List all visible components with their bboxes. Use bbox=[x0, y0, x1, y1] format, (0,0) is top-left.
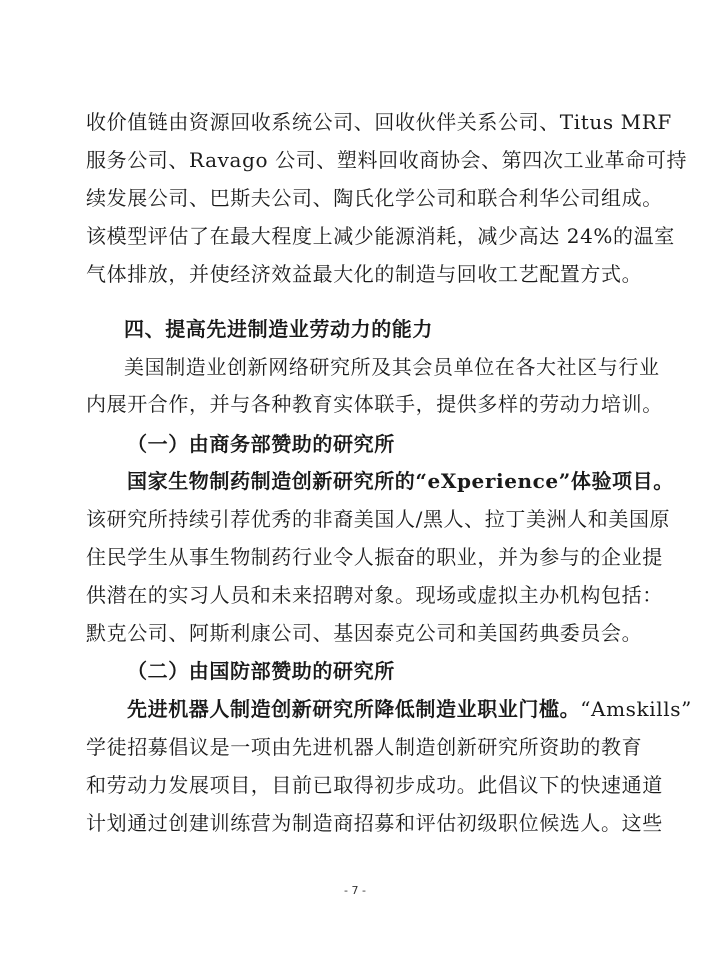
paragraph-line: 供潜在的实习人员和未来招聘对象。现场或虚拟主办机构包括： bbox=[86, 583, 663, 607]
section-heading: 四、提高先进制造业劳动力的能力 bbox=[124, 317, 433, 341]
item-heading: 先进机器人制造创新研究所降低制造业职业门槛。 bbox=[127, 697, 581, 721]
paragraph-line: 内展开合作，并与各种教育实体联手，提供多样的劳动力培训。 bbox=[86, 392, 663, 416]
program-name: “Amskills” bbox=[580, 697, 692, 721]
paragraph-line bbox=[127, 695, 692, 723]
paragraph-line: 住民学生从事生物制药行业令人振奋的职业，并为参与的企业提 bbox=[86, 545, 663, 569]
paragraph-line: 和劳动力发展项目，目前已取得初步成功。此倡议下的快速通道 bbox=[86, 773, 663, 797]
paragraph-line: 气体排放，并使经济效益最大化的制造与回收工艺配置方式。 bbox=[86, 262, 643, 286]
paragraph-line: 续发展公司、巴斯夫公司、陶氏化学公司和联合利华公司组成。 bbox=[86, 186, 663, 210]
paragraph-line: 默克公司、阿斯利康公司、基因泰克公司和美国药典委员会。 bbox=[86, 621, 643, 645]
paragraph-line: 美国制造业创新网络研究所及其会员单位在各大社区与行业 bbox=[124, 355, 660, 379]
paragraph-line: 学徒招募倡议是一项由先进机器人制造创新研究所资助的教育 bbox=[86, 735, 643, 759]
item-heading: 国家生物制药制造创新研究所的“eXperience”体验项目。 bbox=[127, 469, 674, 493]
paragraph-line: 收价值链由资源回收系统公司、回收伙伴关系公司、Titus MRF bbox=[86, 110, 672, 134]
paragraph-line: 该研究所持续引荐优秀的非裔美国人/黑人、拉丁美洲人和美国原 bbox=[86, 507, 671, 531]
paragraph-line: 计划通过创建训练营为制造商招募和评估初级职位候选人。这些 bbox=[86, 811, 663, 835]
page-number: - 7 - bbox=[344, 884, 366, 897]
subsection-heading: （一）由商务部赞助的研究所 bbox=[127, 432, 395, 456]
paragraph-line: 该模型评估了在最大程度上减少能源消耗，减少高达 24%的温室 bbox=[86, 224, 675, 248]
paragraph-line: 服务公司、Ravago 公司、塑料回收商协会、第四次工业革命可持 bbox=[86, 148, 688, 172]
subsection-heading: （二）由国防部赞助的研究所 bbox=[127, 659, 395, 683]
